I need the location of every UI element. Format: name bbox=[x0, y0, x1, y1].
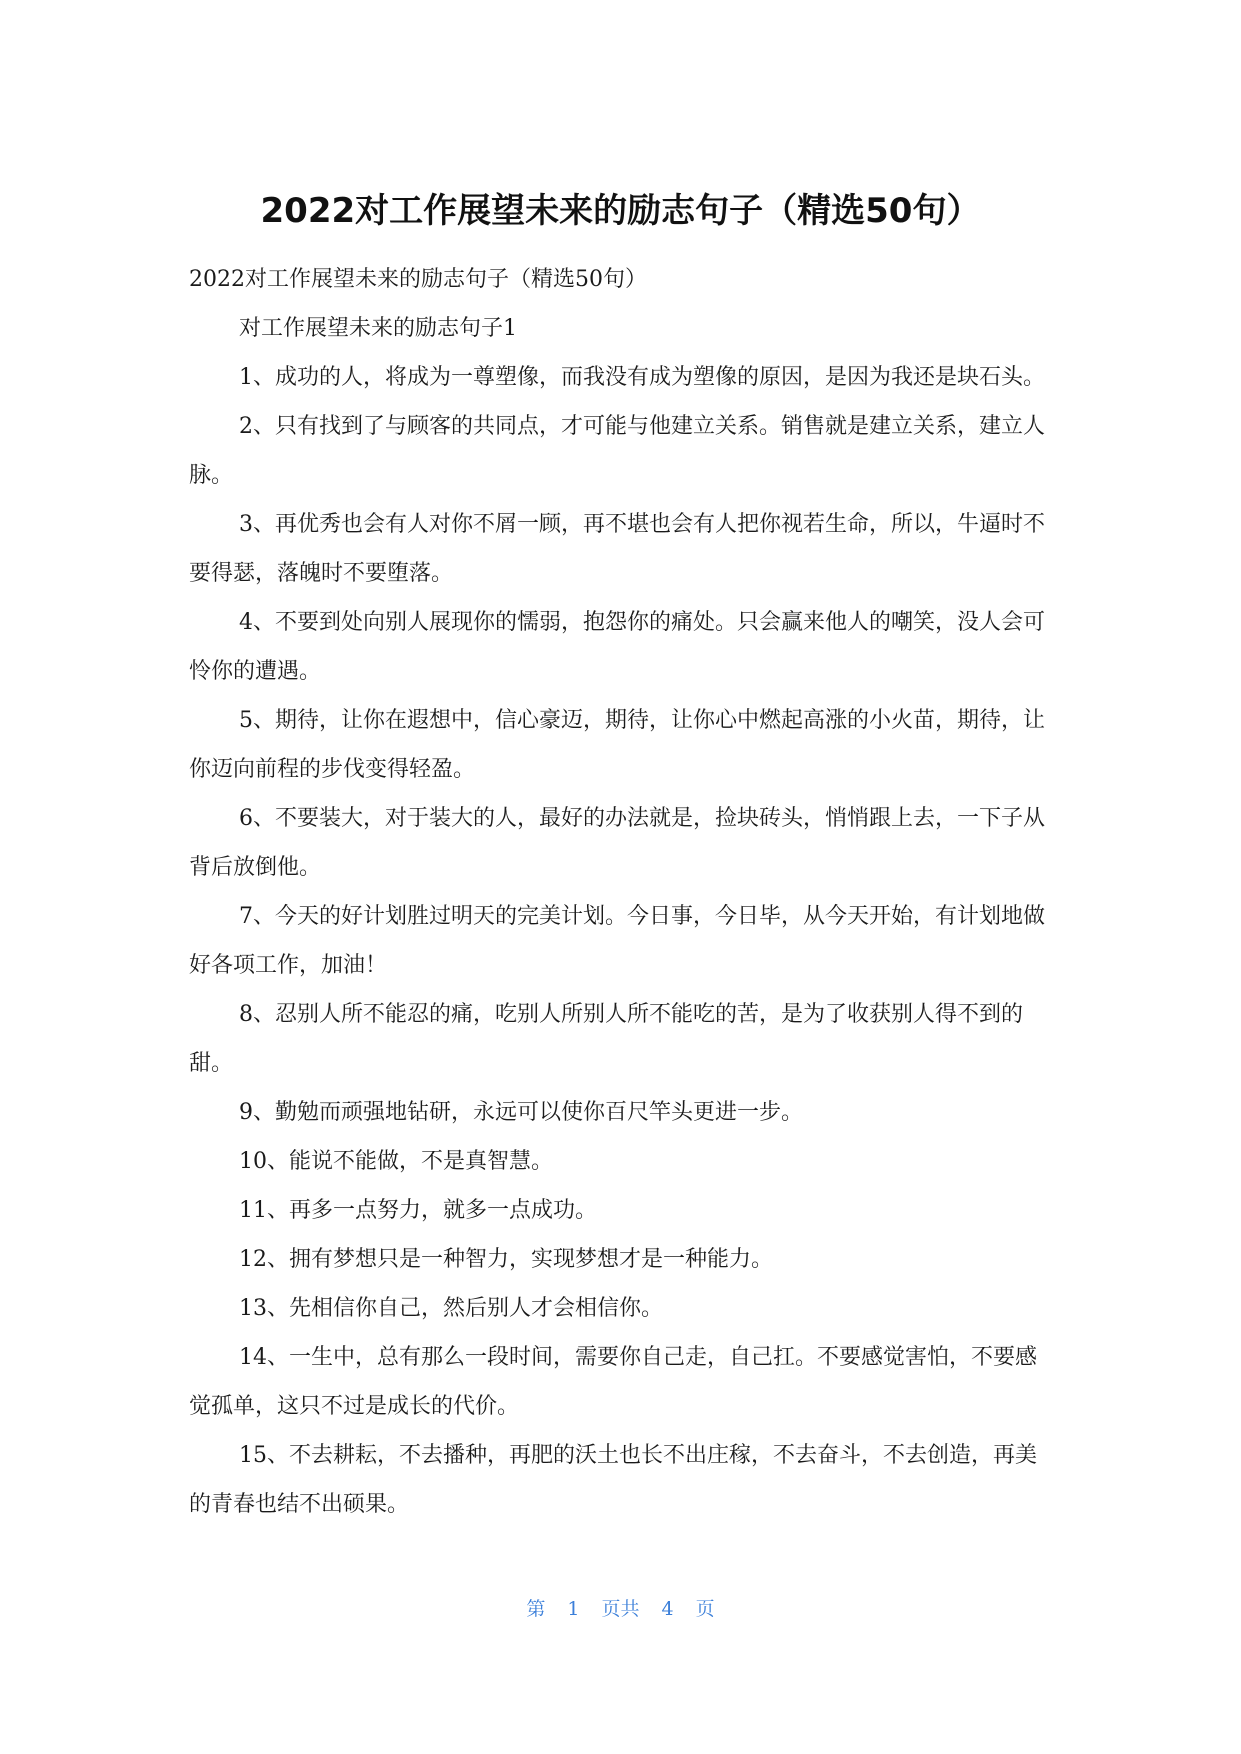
list-item: 12、拥有梦想只是一种智力，实现梦想才是一种能力。 bbox=[239, 1247, 773, 1272]
document-subtitle: 2022对工作展望未来的励志句子（精选50句） bbox=[189, 267, 647, 292]
list-item: 4、不要到处向别人展现你的懦弱，抱怨你的痛处。只会赢来他人的嘲笑，没人会可怜你的遭遇。 bbox=[189, 610, 1045, 684]
total-pages-number: 4 bbox=[661, 1598, 674, 1620]
list-item: 5、期待，让你在遐想中，信心豪迈，期待，让你心中燃起高涨的小火苗，期待，让你迈向前程的步伐变得轻盈。 bbox=[189, 708, 1045, 782]
list-item: 7、今天的好计划胜过明天的完美计划。今日事，今日毕，从今天开始，有计划地做好各项工作，加油！ bbox=[189, 904, 1045, 978]
document-body bbox=[189, 255, 1053, 1529]
list-item: 3、再优秀也会有人对你不屑一顾，再不堪也会有人把你视若生命，所以，牛逼时不要得瑟，落魄时不要堕落。 bbox=[189, 512, 1045, 586]
list-item: 2、只有找到了与顾客的共同点，才可能与他建立关系。销售就是建立关系，建立人脉。 bbox=[189, 414, 1045, 488]
list-item: 9、勤勉而顽强地钻研，永远可以使你百尺竿头更进一步。 bbox=[239, 1100, 803, 1125]
list-item: 8、忍别人所不能忍的痛，吃别人所别人所不能吃的苦，是为了收获别人得不到的甜。 bbox=[189, 1002, 1023, 1076]
list-item: 15、不去耕耘，不去播种，再肥的沃土也长不出庄稼，不去奋斗，不去创造，再美的青春也结不出硕果。 bbox=[189, 1443, 1037, 1517]
page-label-suffix: 页 bbox=[695, 1598, 715, 1620]
list-item: 13、先相信你自己，然后别人才会相信你。 bbox=[239, 1296, 663, 1321]
page-footer bbox=[0, 1596, 1241, 1622]
document-title: 2022对工作展望未来的励志句子（精选50句） bbox=[260, 191, 981, 231]
page-label-mid: 页共 bbox=[601, 1598, 640, 1620]
current-page-number: 1 bbox=[567, 1598, 580, 1620]
list-item: 14、一生中，总有那么一段时间，需要你自己走，自己扛。不要感觉害怕，不要感觉孤单，这只不过是成长的代价。 bbox=[189, 1345, 1037, 1419]
section-heading: 对工作展望未来的励志句子1 bbox=[239, 316, 517, 341]
list-item: 10、能说不能做，不是真智慧。 bbox=[239, 1149, 553, 1174]
list-item: 11、再多一点努力，就多一点成功。 bbox=[239, 1198, 597, 1223]
list-item: 1、成功的人，将成为一尊塑像，而我没有成为塑像的原因，是因为我还是块石头。 bbox=[239, 365, 1045, 390]
page-label-prefix: 第 bbox=[526, 1598, 546, 1620]
list-item: 6、不要装大，对于装大的人，最好的办法就是，捡块砖头，悄悄跟上去，一下子从背后放倒他。 bbox=[189, 806, 1045, 880]
